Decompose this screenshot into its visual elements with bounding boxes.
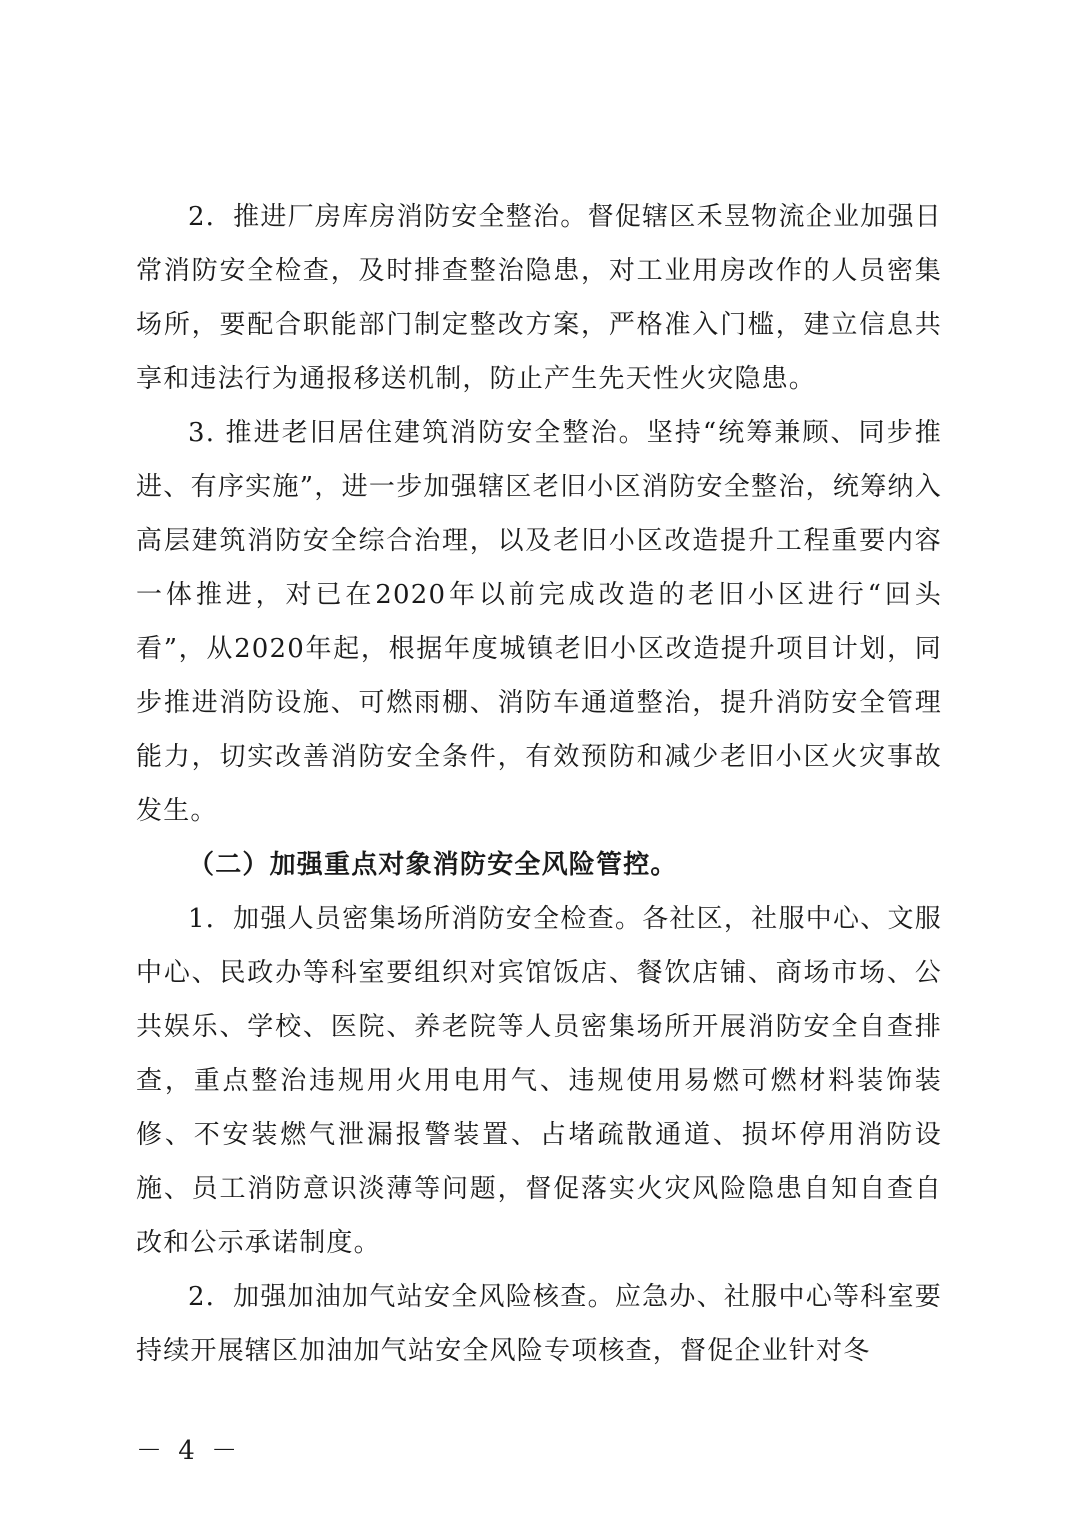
page-number: － 4 － <box>136 1436 242 1466</box>
paragraph-crowded-places: 1．加强人员密集场所消防安全检查。各社区，社服中心、文服中心、民政办等科室要组织对宾馆饭店、餐饮店铺、商场市场、公共娱乐、学校、医院、养老院等人员密集场所开展消防安全自查排查，重点整治违规用火用电用气、违规使用易燃可燃材料装饰装修、不安装燃气泄漏报警装置、占堵疏散通道、损坏停用消防设施、员工消防意识淡薄等问题，督促落实火灾风险隐患自知自查自改和公示承诺制度。 <box>136 904 942 1258</box>
paragraph-old-residential: 3. 推进老旧居住建筑消防安全整治。坚持“统筹兼顾、同步推进、有序实施”，进一步加强辖区老旧小区消防安全整治，统筹纳入高层建筑消防安全综合治理，以及老旧小区改造提升工程重要内容一体推进，对已在2020年以前完成改造的老旧小区进行“回头看”，从2020年起，根据年度城镇老旧小区改造提升项目计划，同步推进消防设施、可燃雨棚、消防车通道整治，提升消防安全管理能力，切实改善消防安全条件，有效预防和减少老旧小区火灾事故发生。 <box>136 418 942 826</box>
document-body <box>136 190 942 1378</box>
paragraph-factory-warehouse: 2．推进厂房库房消防安全整治。督促辖区禾昱物流企业加强日常消防安全检查，及时排查整治隐患，对工业用房改作的人员密集场所，要配合职能部门制定整改方案，严格准入门槛，建立信息共享和违法行为通报移送机制，防止产生先天性火灾隐患。 <box>136 202 942 394</box>
section-heading-risk-control: （二）加强重点对象消防安全风险管控。 <box>188 850 678 880</box>
paragraph-gas-stations: 2．加强加油加气站安全风险核查。应急办、社服中心等科室要持续开展辖区加油加气站安全风险专项核查，督促企业针对冬 <box>136 1282 942 1366</box>
